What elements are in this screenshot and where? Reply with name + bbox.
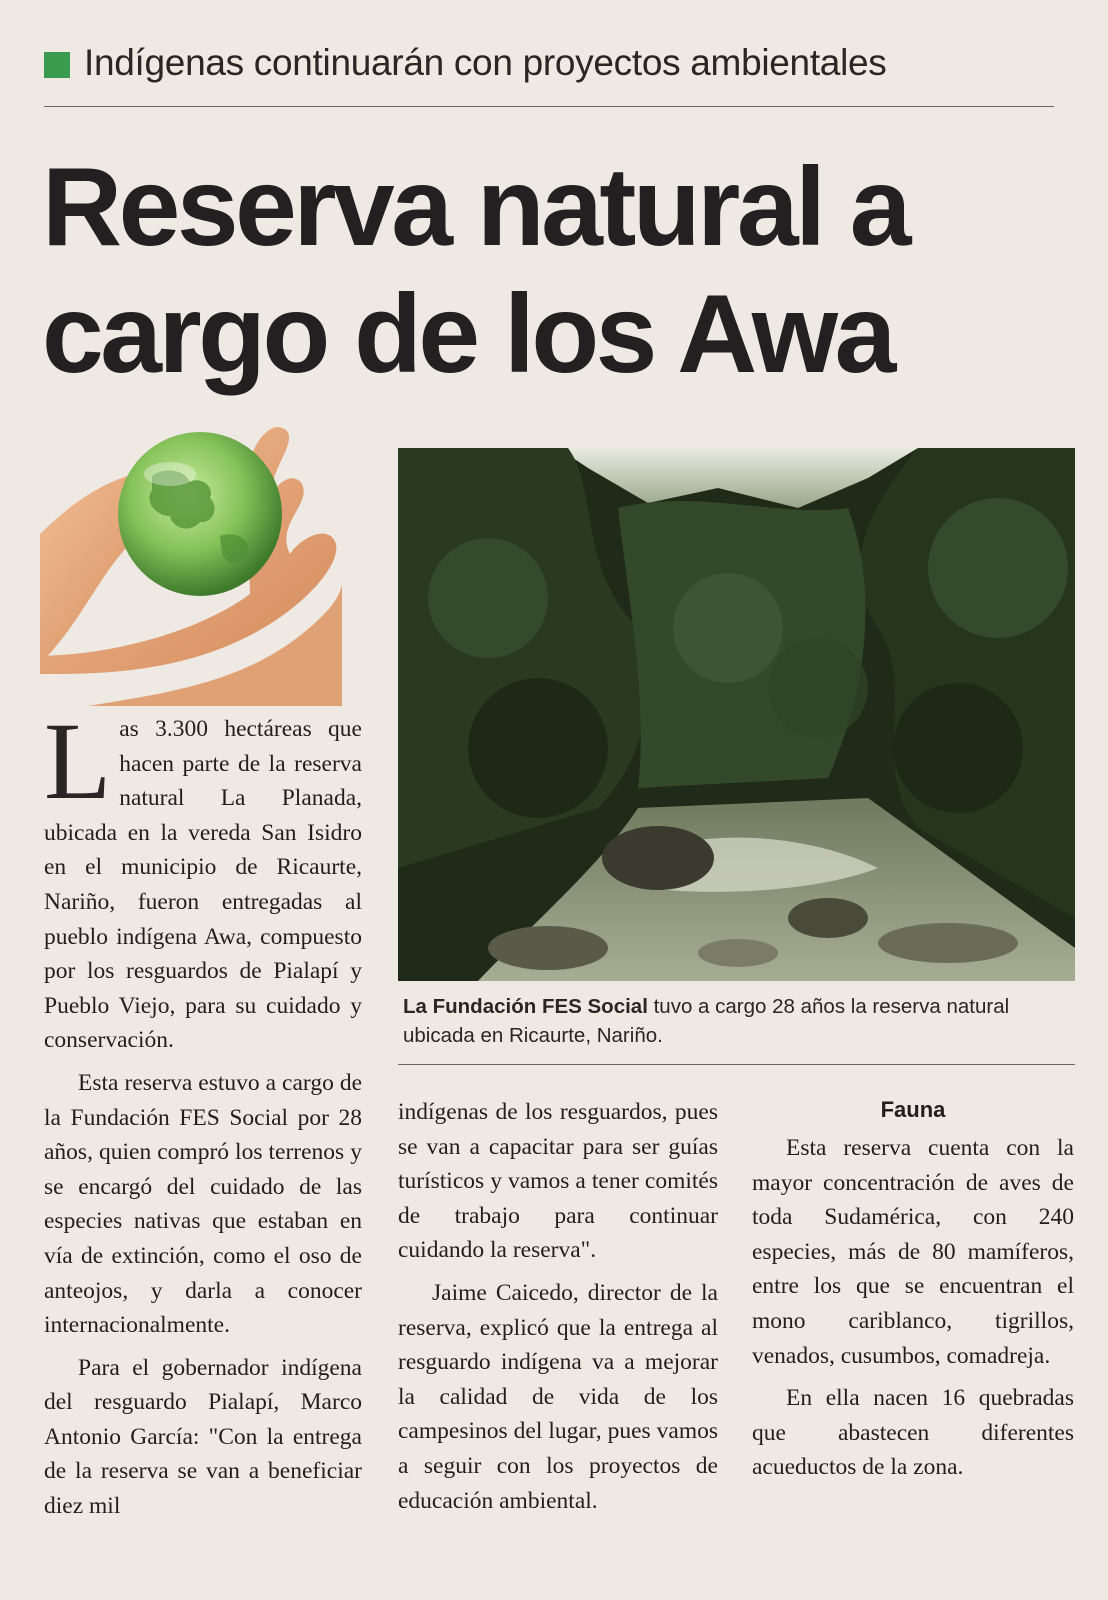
caption-divider [398,1064,1075,1065]
article-paragraph: indígenas de los resguardos, pues se van a capacitar para ser guías turísticos y vamos a tener comités de trabajo para continuar cuidando la reserva". [398,1099,718,1264]
drop-cap: L [44,700,112,822]
article-paragraph: Esta reserva estuvo a cargo de la Fundación FES Social por 28 años, quien compró los terrenos y se encargó del cuidado de las especies nativas que estaban en vía de extinción, como el oso de anteojos, y darla a conocer internacionalmente. [44,1069,362,1339]
article-column-1 [44,700,362,1524]
river-forest-photo [398,448,1075,981]
photo-caption [403,992,1071,1050]
paragraph-text: as 3.300 hectáreas que hacen parte de la reserva natural La Planada, ubicada en la vereda San Isidro en el municipio de Ricaurte, Nariño, fueron entregadas al pueblo indígena Awa, compuesto por los resguardos de Pialapí y Pueblo Viejo, para su cuidado y conservación. [44,716,362,1054]
caption-credit: La Fundación FES Social [403,995,648,1018]
green-square-icon [44,52,70,78]
kicker-text: Indígenas continuarán con proyectos ambientales [84,42,887,83]
section-kicker [44,40,1054,107]
headline [42,144,1062,398]
headline-line-1: Reserva natural a [42,145,909,269]
article-paragraph: Para el gobernador indígena del resguardo Pialapí, Marco Antonio García: "Con la entrega de la reserva se van a beneficiar diez mil [44,1354,362,1520]
article-paragraph: Jaime Caicedo, director de la reserva, explicó que la entrega al resguardo indígena va a mejorar la calidad de vida de los campesinos del lugar, pues vamos a seguir con los proyectos de educación ambiental. [398,1279,718,1514]
hands-holding-globe-image [40,424,342,706]
article-column-3 [752,1093,1074,1485]
headline-line-2: cargo de los Awa [42,272,893,396]
fauna-subhead: Fauna [880,1097,946,1122]
article-paragraph [44,700,362,1058]
article-paragraph: Esta reserva cuenta con la mayor concentración de aves de toda Sudamérica, con 240 especies, más de 80 mamíferos, entre los que se encuentran el mono cariblanco, tigrillos, venados, cusumbos, comadreja. [752,1135,1074,1369]
river-forest-image [398,448,1075,981]
caption-text: tuvo a cargo 28 años la reserva natural ubicada en Ricaurte, Nariño. [403,995,1010,1047]
article-column-2 [398,1095,718,1518]
article-paragraph: En ella nacen 16 quebradas que abastecen diferentes acueductos de la zona. [752,1385,1074,1481]
